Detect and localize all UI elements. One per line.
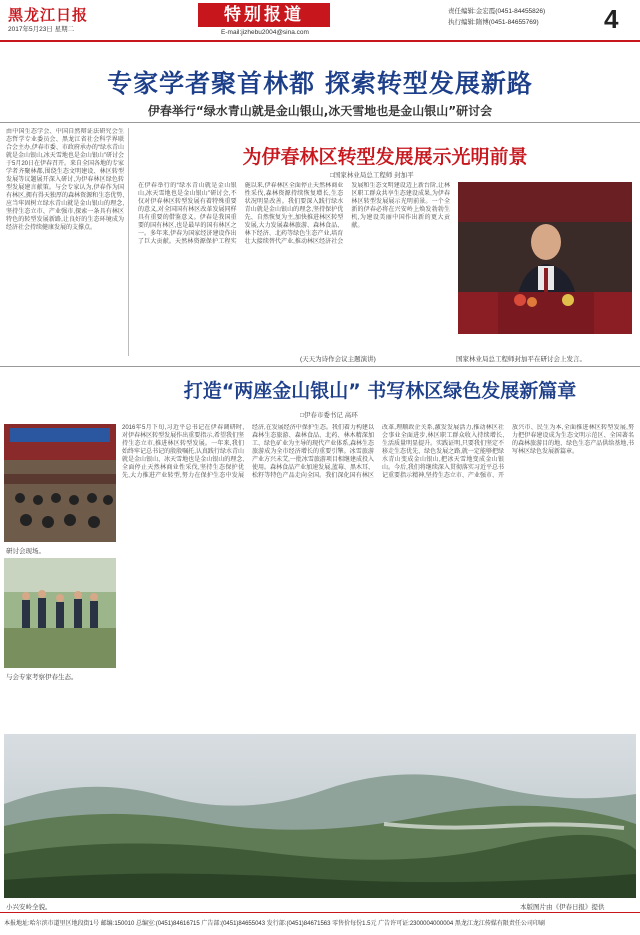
editor-line: 责任编辑:金宏霞(0451-84455826) [448, 8, 546, 15]
proof-line: 执行编辑:隋博(0451-84655769) [448, 19, 539, 26]
photo-caption-right: 国家林业局总工程师封加平在研讨会上发言。 [456, 356, 586, 363]
article3-headline: 打造“两座金山银山” 书写林区绿色发展新篇章 [183, 380, 577, 402]
main-headline: 专家学者聚首林都 探索转型发展新路 [107, 69, 533, 98]
divider [0, 122, 640, 123]
photo-credit: 本版图片由《伊春日报》提供 [520, 904, 605, 911]
panorama-caption: 小兴安岭全貌。 [6, 904, 52, 911]
visit-photo [4, 558, 116, 668]
visit-photo-caption: 与会专家考察伊春生态。 [6, 674, 78, 681]
editor-info [448, 6, 545, 28]
article2-headline: 为伊春林区转型发展展示光明前景 [242, 146, 528, 168]
section-email: E-mail:jizhebu2004@sina.com [221, 29, 309, 36]
column-divider [128, 128, 129, 356]
page-number: 4 [604, 4, 619, 34]
article3-body: 2016年5月下旬,习近平总书记在伊春调研时,对伊春林区转型发展作出重要指示,希望我们坚持生态立市,推进林区转型发展。一年来,我们始终牢记总书记的殷殷嘱托,认真践行绿水青山就是金山银山、冰天雪地也是金山银山的理念,全面停止天然林商业性采伐,坚持生态保护优先,大力推进产业转型,努力在保护生态中发展经济,在发展经济中保护生态。我们着力构建以森林生态旅游、森林食品、北药、林木精深加工、绿色矿业为主导的现代产业体系,森林生态旅游成为全市经济增长的重要引擎。冰雪旅游产业方兴未艾,一批冰雪旅游项目相继建成投入使用。森林食品产业加速发展,蓝莓、黑木耳、松籽等特色产品走向全国。我们深化国有林区改革,理顺政企关系,激发发展活力,推动林区社会事业全面进步,林区职工群众收入持续增长,生活质量明显提升。实践证明,只要我们坚定不移走生态优先、绿色发展之路,就一定能够把绿水青山变成金山银山,把冰天雪地变成金山银山。今后,我们将继续深入贯彻落实习近平总书记重要指示精神,坚持生态立市、产业强市、开放兴市、民生为本,全面推进林区转型发展,努力把伊春建设成为生态文明示范区、全国著名的森林旅游目的地、绿色生态产品供给基地,书写林区绿色发展新篇章。 [122, 425, 634, 479]
footer [0, 912, 640, 935]
meeting-photo [4, 424, 116, 542]
intro-text: 由中国生态学会、中国自然辩证法研究会生态哲学专业委员会、黑龙江省社会科学界联合会主办,伊春市委、市政府承办的“绿水青山就是金山银山,冰天雪地也是金山银山”研讨会于5月20日在伊春召开。来自全国各地的专家学者齐聚林都,围绕生态文明建设、林区转型发展等议题展开深入研讨,为伊春林区绿色转型发展建言献策。与会专家认为,伊春作为国有林区,拥有得天独厚的森林资源和生态优势,应当牢固树立绿水青山就是金山银山的理念,坚持生态立市、产业强市,探索一条具有林区特色的转型发展新路,让良好的生态环境成为经济社会持续健康发展的支撑点。 [6, 129, 124, 231]
article2-body: 在伊春举行的“绿水青山就是金山银山,冰天雪地也是金山银山”研讨会,不仅对伊春林区转型发展有着特殊重要的意义,对全国国有林区改革发展同样具有重要的借鉴意义。伊春是我国重要的国有林区,也是最早的国有林区之一。多年来,伊春为国家经济建设作出了巨大贡献。天然林资源保护工程实施以来,伊春林区全面停止天然林商业性采伐,森林资源持续恢复增长,生态状况明显改善。我们要深入践行绿水青山就是金山银山的理念,坚持保护优先、自然恢复为主,加快推进林区转型发展,大力发展森林旅游、森林食品、林下经济、北药等绿色生态产业,培育壮大接续替代产业,推动林区经济社会发展和生态文明建设迈上新台阶,让林区职工群众共享生态建设成果,为伊春林区转型发展展示光明前景。一个全新的伊春必将在兴安岭上焕发勃勃生机,为建设美丽中国作出新的更大贡献。 [138, 183, 450, 245]
newspaper-logo: 黑龙江日报 [8, 6, 89, 24]
footer-text: 本报地址:哈尔滨市道里区地段街1号 邮编:150010 总编室:(0451)84616715 广告部:(0451)84655043 发行部:(0451)84671563 零售价每份1.5元 广告许可证:2300004000004 黑龙江龙江传媒有限责任公司印刷 [4, 921, 545, 927]
issue-date: 2017年5月23日 星期二 [8, 26, 75, 33]
photo-caption-left: (天天为诗作会议主题演讲) [300, 356, 376, 363]
masthead [0, 0, 640, 40]
speaker-photo [458, 182, 632, 334]
meeting-photo-caption: 研讨会现场。 [6, 548, 45, 555]
masthead-rule [0, 40, 640, 42]
main-subhead: 伊春举行“绿水青山就是金山银山,冰天雪地也是金山银山”研讨会 [147, 104, 493, 118]
article2-byline: □国家林业局总工程师 封加平 [330, 172, 414, 179]
article3-byline: □伊春市委书记 高环 [300, 412, 358, 419]
forest-panorama [4, 734, 636, 898]
section-title: 特别报道 [198, 3, 330, 27]
divider [0, 366, 640, 367]
